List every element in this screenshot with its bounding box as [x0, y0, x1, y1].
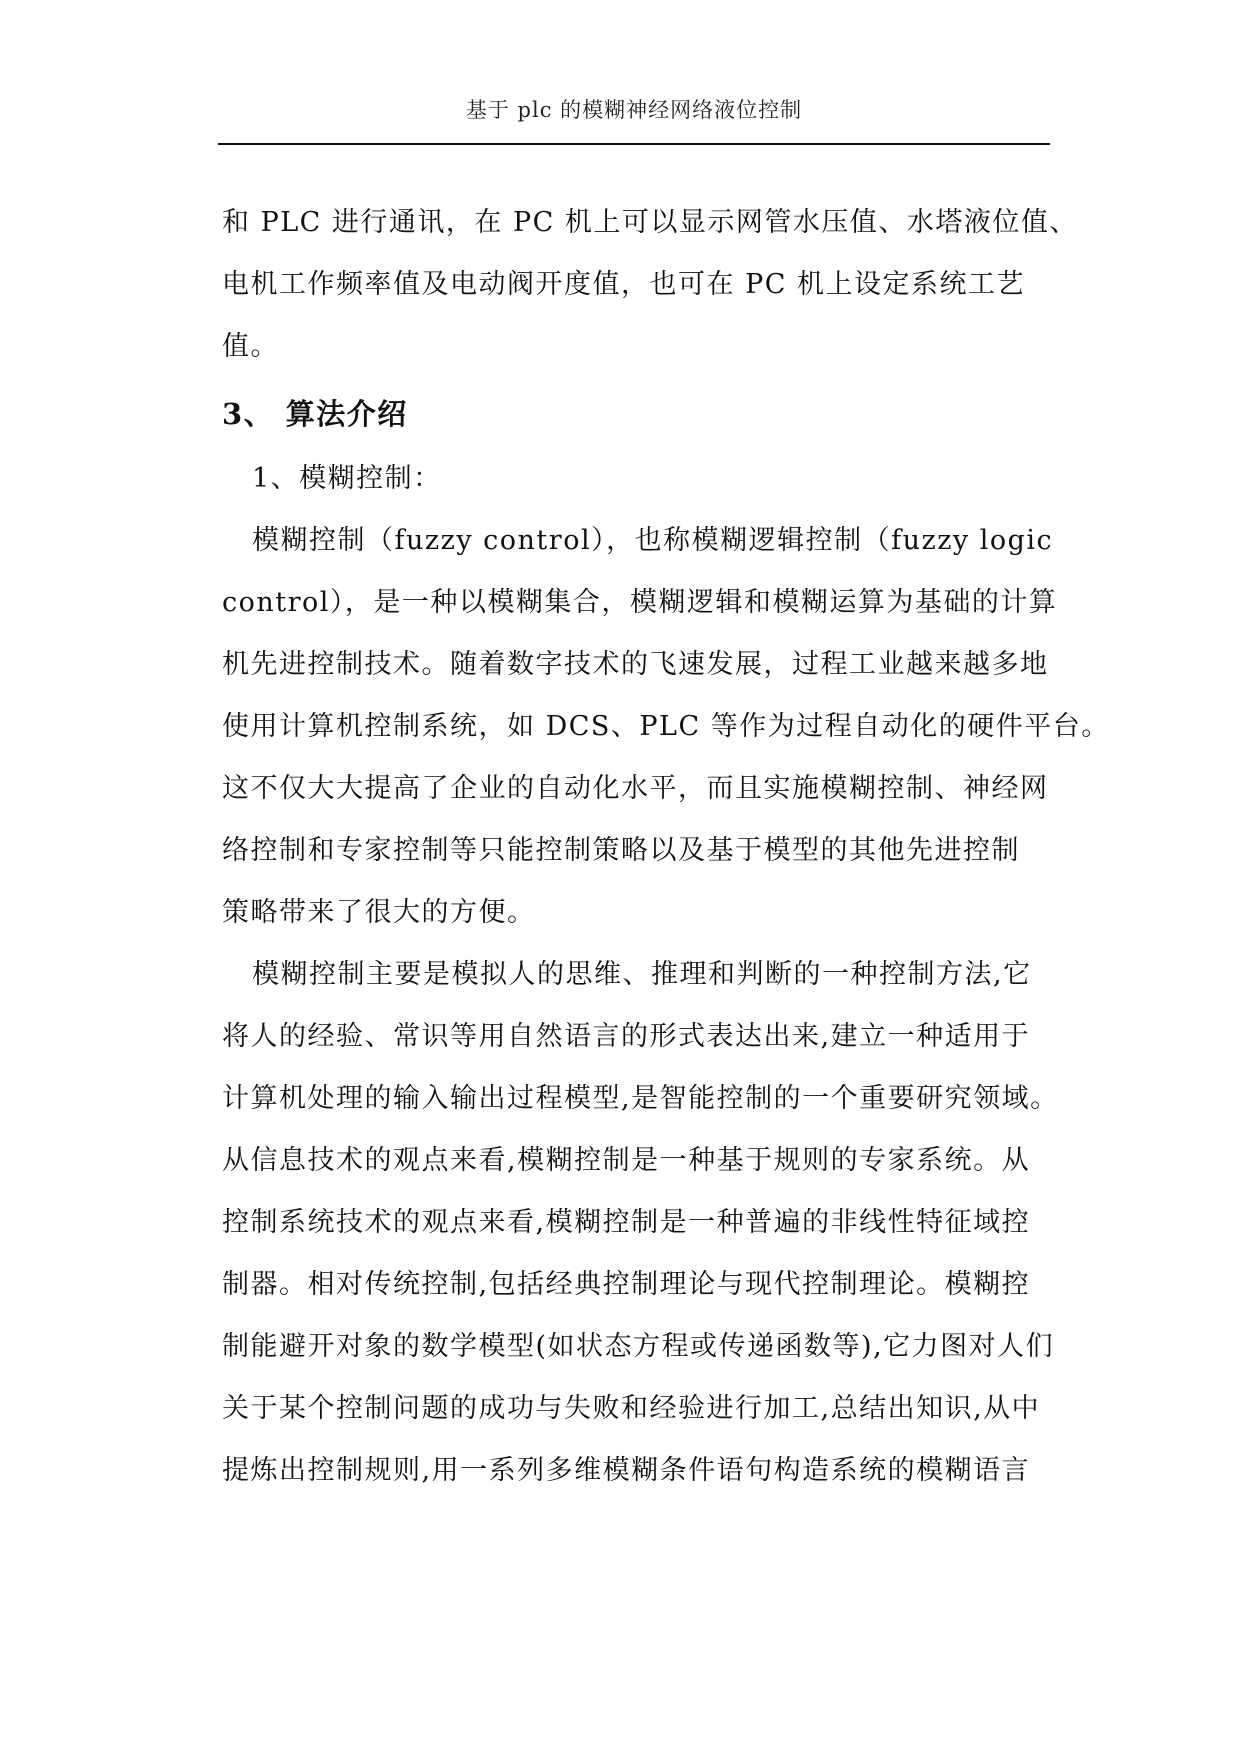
- paragraph-line: 制能避开对象的数学模型(如状态方程或传递函数等),它力图对人们: [222, 1331, 1055, 1362]
- header-divider: [218, 143, 1050, 145]
- body-text: [222, 192, 1110, 1502]
- paragraph-line: 机先进控制技术。随着数字技术的飞速发展，过程工业越来越多地: [222, 649, 1049, 680]
- paragraph-line: 控制系统技术的观点来看,模糊控制是一种普遍的非线性特征域控: [222, 1207, 1031, 1238]
- sub-heading: 1、模糊控制：: [252, 463, 442, 494]
- paragraph-line: 模糊控制（fuzzy control），也称模糊逻辑控制（fuzzy logic: [252, 525, 1054, 556]
- paragraph-line: 这不仅大大提高了企业的自动化水平，而且实施模糊控制、神经网: [222, 773, 1049, 804]
- running-header: 基于 plc 的模糊神经网络液位控制: [465, 98, 803, 122]
- paragraph-line: 值。: [222, 331, 279, 362]
- paragraph-line: 关于某个控制问题的成功与失败和经验进行加工,总结出知识,从中: [222, 1393, 1041, 1424]
- section-title: 3、 算法介绍: [222, 397, 408, 431]
- paragraph-line: 和 PLC 进行通讯，在 PC 机上可以显示网管水压值、水塔液位值、: [222, 207, 1078, 238]
- paragraph-line: 络控制和专家控制等只能控制策略以及基于模型的其他先进控制: [222, 835, 1020, 866]
- paragraph-line: 制器。相对传统控制,包括经典控制理论与现代控制理论。模糊控: [222, 1269, 1031, 1300]
- paragraph-line: 将人的经验、常识等用自然语言的形式表达出来,建立一种适用于: [222, 1021, 1031, 1052]
- paragraph-line: 从信息技术的观点来看,模糊控制是一种基于规则的专家系统。从: [222, 1145, 1031, 1176]
- paragraph-line: 策略带来了很大的方便。: [222, 897, 536, 928]
- paragraph-line: 模糊控制主要是模拟人的思维、推理和判断的一种控制方法,它: [252, 959, 1032, 990]
- paragraph-line: 计算机处理的输入输出过程模型,是智能控制的一个重要研究领域。: [222, 1083, 1059, 1114]
- paragraph-line: control），是一种以模糊集合，模糊逻辑和模糊运算为基础的计算: [222, 587, 1058, 618]
- paragraph-line: 提炼出控制规则,用一系列多维模糊条件语句构造系统的模糊语言: [222, 1455, 1031, 1486]
- paragraph-line: 使用计算机控制系统，如 DCS、PLC 等作为过程自动化的硬件平台。: [222, 711, 1110, 742]
- paragraph-line: 电机工作频率值及电动阀开度值，也可在 PC 机上设定系统工艺: [222, 269, 1025, 300]
